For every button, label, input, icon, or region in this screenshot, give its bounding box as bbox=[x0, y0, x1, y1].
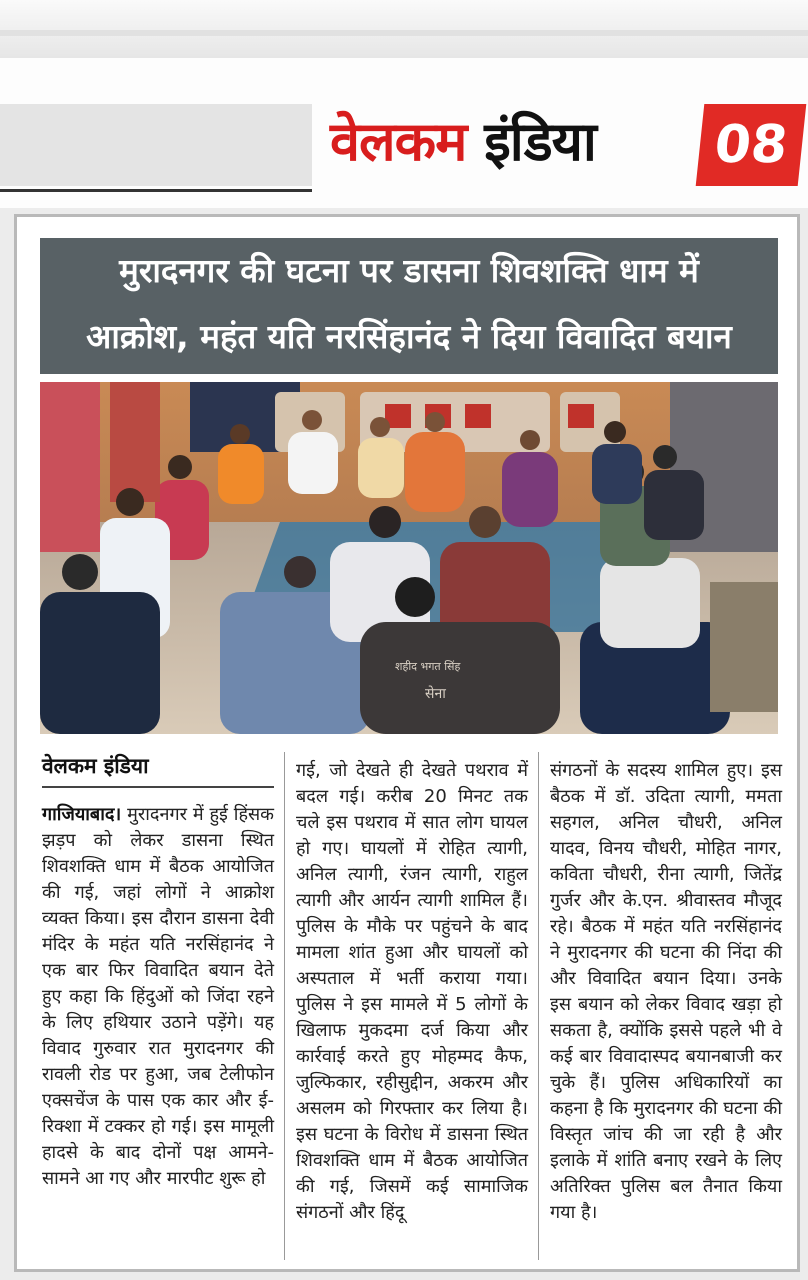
article-column-3: संगठनों के सदस्य शामिल हुए। इस बैठक में डॉ. उदिता त्यागी, ममता सहगल, अनिल चौधरी, अनिल यादव, विनय चौधरी, मोहित नागर, कविता चौधरी, रीना त्यागी, जितेंद्र गुर्जर और के.एन. श्रीवास्तव मौजूद रहे। बैठक में महंत यति नरसिंहानंद ने मुरादनगर की घटना की निंदा की और विवादित बयान दिया। उनके इस बयान को लेकर विवाद खड़ा हो सकता है, क्योंकि इससे पहले भी वे कई बार विवादास्पद बयानबाजी कर चुके हैं। पुलिस अधिकारियों का कहना है कि मुरादनगर की घटना की विस्तृत जांच की जा रही है और इलाके में शांति बनाए रखने के लिए अतिरिक्त पुलिस बल तैनात किया गया है। bbox=[550, 760, 782, 1223]
header-grey-band bbox=[0, 104, 312, 186]
brand-black-word: इंडिया bbox=[484, 110, 596, 173]
seated-saint-figure bbox=[405, 432, 465, 512]
shirt-text-1: शहीद भगत सिंह bbox=[395, 660, 461, 673]
article-column-1 bbox=[42, 752, 274, 1192]
column-1-text: मुरादनगर में हुई हिंसक झड़प को लेकर डासना स्थित शिवशक्ति धाम में बैठक आयोजित की गई, जहां लोगों ने आक्रोश व्यक्त किया। इस दौरान डासना देवी मंदिर के महंत यति नरसिंहानंद ने एक बार फिर विवादित बयान देते हुए कहा कि हिंदुओं को जिंदा रहने के लिए हथियार उठाने पड़ेंगे। यह विवाद गुरुवार रात मुरादनगर की रावली रोड पर हुआ, जब टेलीफोन एक्सचेंज के पास एक कार और ई-रिक्शा में टक्कर हो गई। इस मामूली हादसे के बाद दोनों पक्ष आमने-सामने आ गए और मारपीट शुरू हो bbox=[42, 804, 274, 1189]
meeting-photo-illustration bbox=[40, 382, 778, 734]
column-rule-1 bbox=[284, 752, 285, 1260]
browser-top-bar bbox=[0, 0, 808, 59]
meeting-photo bbox=[40, 382, 778, 734]
shirt-text-2: सेना bbox=[425, 686, 446, 702]
byline: वेलकम इंडिया bbox=[42, 752, 274, 788]
top-bar-line bbox=[0, 30, 808, 36]
page-number-badge: 08 bbox=[696, 104, 807, 186]
masthead-brand bbox=[330, 108, 596, 176]
dateline: गाजियाबाद। bbox=[42, 804, 122, 825]
column-rule-2 bbox=[538, 752, 539, 1260]
shirt-back-person bbox=[360, 622, 560, 734]
article-column-2: गई, जो देखते ही देखते पथराव में बदल गई। करीब 20 मिनट तक चले इस पथराव में सात लोग घायल हो गए। घायलों में रोहित त्यागी, अनिल त्यागी, रंजन त्यागी, राहुल त्यागी और आर्यन त्यागी शामिल हैं। पुलिस के मौके पर पहुंचने के बाद मामला शांत हुआ और घायलों को अस्पताल में भर्ती कराया गया। पुलिस ने इस मामले में 5 लोगों के खिलाफ मुकदमा दर्ज किया और कार्रवाई करते हुए मोहम्मद कैफ, जुल्फिकार, रहीसुद्दीन, अकरम और असलम को गिरफ्तार कर लिया है। इस घटना के विरोध में डासना स्थित शिवशक्ति धाम में बैठक आयोजित की गई, जिसमें कई सामाजिक संगठनों और हिंदू bbox=[296, 760, 528, 1223]
standing-person bbox=[40, 382, 100, 552]
headline-line-2: आक्रोश, महंत यति नरसिंहानंद ने दिया विवादित बयान bbox=[86, 317, 732, 356]
brand-red-word: वेलकम bbox=[330, 110, 467, 173]
headline-line-1: मुरादनगर की घटना पर डासना शिवशक्ति धाम में bbox=[119, 251, 699, 290]
article-headline bbox=[40, 238, 778, 374]
